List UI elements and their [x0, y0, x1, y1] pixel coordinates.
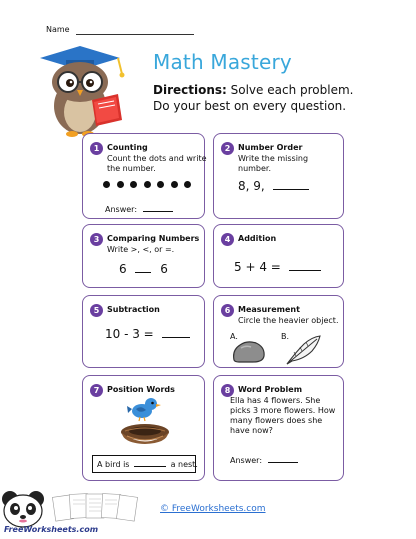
problem-instruction: Circle the heavier object.	[238, 316, 339, 325]
name-line[interactable]	[76, 34, 194, 35]
problem-card-counting	[82, 133, 205, 219]
page-title: Math Mastery	[153, 50, 292, 74]
sentence-start: A bird is	[97, 460, 130, 469]
problem-number: 4	[221, 233, 234, 246]
counting-dot	[184, 181, 191, 188]
sentence	[97, 460, 198, 469]
problem-card-measurement	[213, 295, 344, 368]
problem-expression	[238, 179, 309, 193]
answer-row	[105, 205, 173, 214]
right-number: 6	[160, 262, 168, 276]
problem-number: 6	[221, 304, 234, 317]
counting-dot	[130, 181, 137, 188]
sequence-numbers: 8, 9,	[238, 179, 265, 193]
problem-title: Addition	[238, 234, 277, 243]
problem-title: Measurement	[238, 305, 300, 314]
answer-blank[interactable]	[289, 270, 321, 271]
problem-expression	[105, 327, 190, 341]
problem-number: 2	[221, 142, 234, 155]
counting-dot	[171, 181, 178, 188]
problem-title: Number Order	[238, 143, 303, 152]
answer-label: Answer:	[230, 456, 263, 465]
counting-dot	[117, 181, 124, 188]
subtraction-expression: 10 - 3 =	[105, 327, 154, 341]
addition-expression: 5 + 4 =	[234, 260, 281, 274]
problem-expression	[234, 260, 321, 274]
problem-card-addition	[213, 224, 344, 288]
bird-icon	[127, 396, 161, 422]
counting-dot	[157, 181, 164, 188]
problem-number: 5	[90, 304, 103, 317]
problem-instruction: Write the missing number.	[238, 154, 309, 173]
counting-dot	[103, 181, 110, 188]
name-label: Name	[46, 25, 70, 34]
brand-logo-text: FreeWorksheets.com	[4, 525, 99, 534]
answer-blank[interactable]	[135, 272, 151, 273]
problem-title: Position Words	[107, 385, 175, 394]
owl-graduate-illustration	[30, 38, 140, 138]
answer-blank[interactable]	[273, 189, 309, 190]
nest-icon	[119, 422, 171, 446]
feather-icon[interactable]	[284, 334, 324, 366]
problem-card-comparing	[82, 224, 205, 288]
answer-label: Answer:	[105, 205, 138, 214]
problem-card-subtraction	[82, 295, 205, 368]
problem-expression	[119, 262, 168, 276]
copyright-link[interactable]: © FreeWorksheets.com	[160, 504, 266, 514]
problem-title: Word Problem	[238, 385, 303, 394]
rock-icon[interactable]	[231, 338, 267, 364]
directions	[153, 82, 368, 114]
option-a-label: A.	[230, 332, 238, 341]
answer-blank[interactable]	[268, 462, 298, 463]
counting-dot	[144, 181, 151, 188]
problem-number: 8	[221, 384, 234, 397]
problem-instruction: Count the dots and write the number.	[107, 154, 207, 173]
problem-title: Comparing Numbers	[107, 234, 200, 243]
answer-blank[interactable]	[134, 466, 166, 467]
answer-blank[interactable]	[143, 211, 173, 212]
problem-title: Subtraction	[107, 305, 160, 314]
problem-title: Counting	[107, 143, 148, 152]
worksheet-thumbnails-icon	[52, 490, 150, 530]
problem-instruction: Write >, <, or =.	[107, 245, 175, 254]
directions-label: Directions:	[153, 83, 227, 97]
problem-instruction: Ella has 4 flowers. She picks 3 more flowers. How many flowers does she have now?	[230, 396, 336, 435]
problem-number: 1	[90, 142, 103, 155]
problem-card-position-words	[82, 375, 205, 481]
problem-number: 7	[90, 384, 103, 397]
left-number: 6	[119, 262, 127, 276]
answer-blank[interactable]	[162, 337, 190, 338]
sentence-end: a nest.	[170, 460, 198, 469]
problem-card-word-problem	[213, 375, 344, 481]
directions-text: Solve each problem. Do your best on every question.	[153, 83, 354, 113]
option-b-label: B.	[281, 332, 290, 341]
problem-card-number-order	[213, 133, 344, 219]
sentence-box	[92, 455, 196, 473]
problem-number: 3	[90, 233, 103, 246]
answer-row	[230, 456, 298, 465]
